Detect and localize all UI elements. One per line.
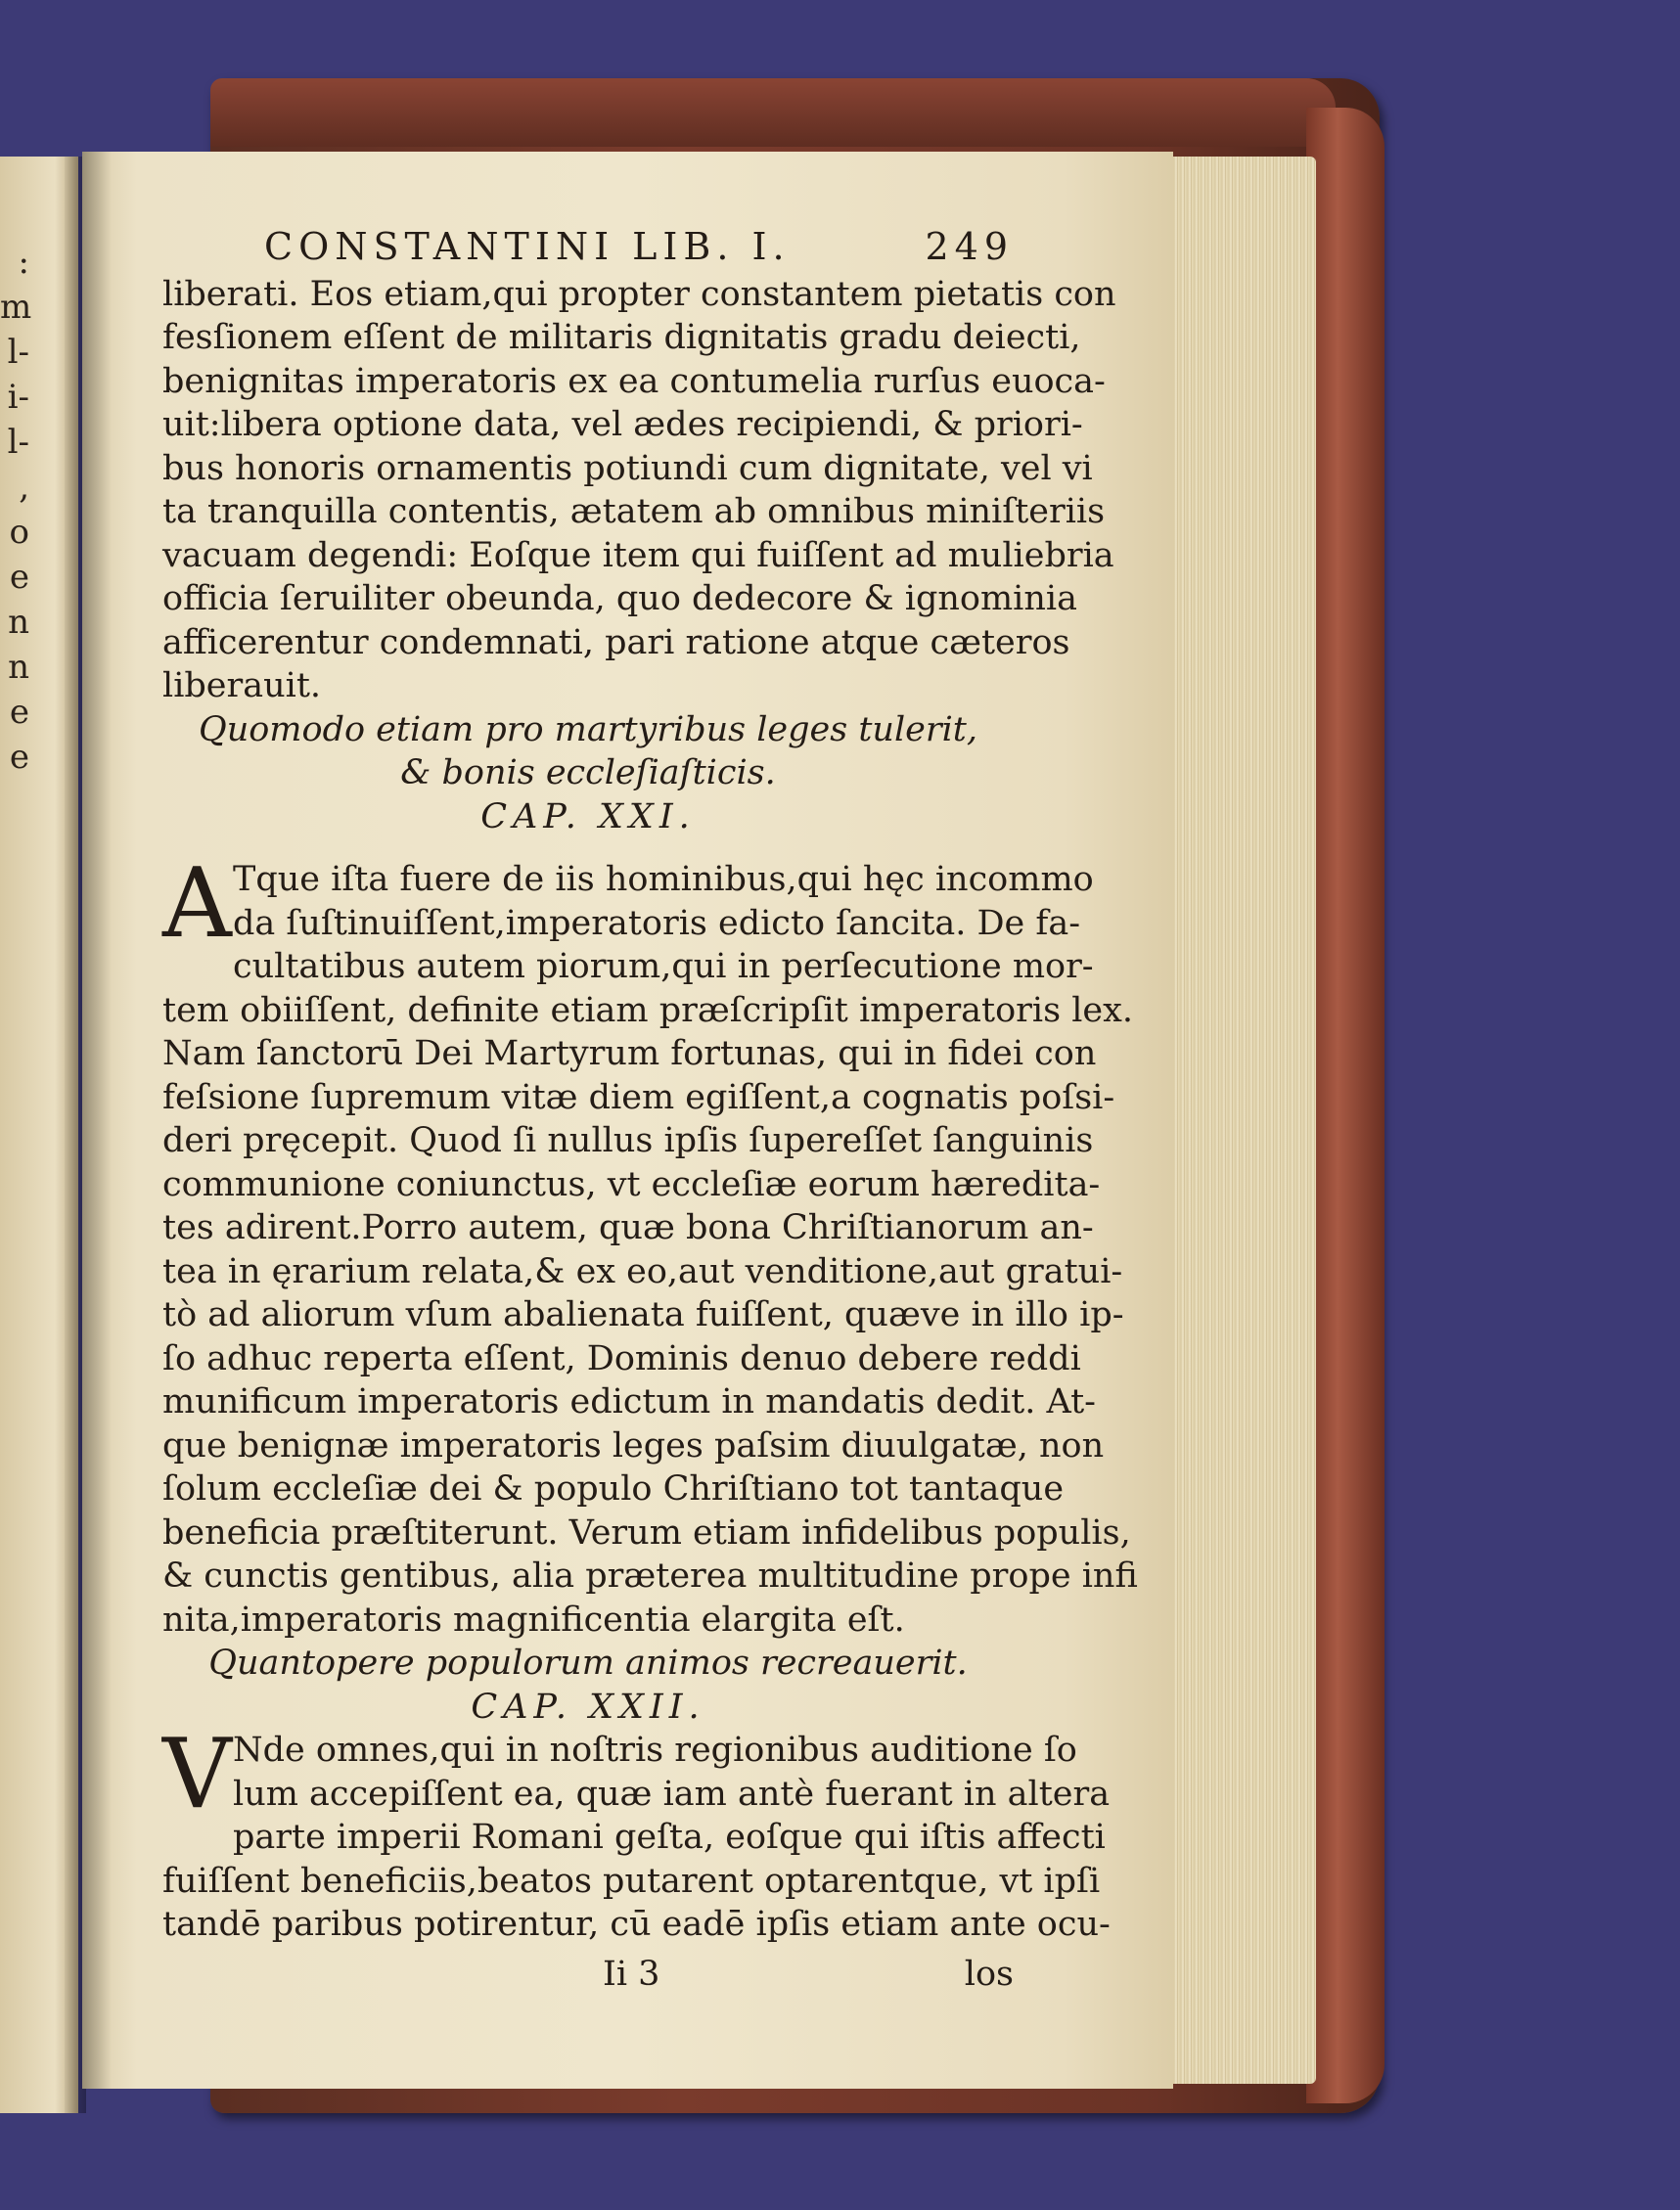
- left-page-fragments: : m l- i- l- , o e n n e e: [0, 243, 32, 777]
- text-line: parte imperii Romani geſta, eoſque qui iſtis affecti: [233, 1818, 1106, 1857]
- intro-paragraph: [162, 273, 1116, 708]
- text-line: tes adirent.Porro autem, quæ bona Chriſtianorum an-: [162, 1208, 1094, 1247]
- chapter-21-number: CAP. XXI.: [480, 796, 696, 836]
- signature-mark: Ii 3: [603, 1954, 660, 1994]
- text-line: munificum imperatoris edictum in mandatis dedit. At-: [162, 1382, 1097, 1421]
- page-edges: [1164, 157, 1316, 2084]
- dropcap: V: [162, 1719, 232, 1830]
- page-text: [162, 225, 1138, 1996]
- text-line: lum accepiſſent ea, quæ iam antè fuerant in altera: [233, 1774, 1111, 1814]
- text-line: liberauit.: [162, 666, 322, 705]
- text-line: Tque iſta fuere de iis hominibus,qui hęc incommo: [233, 860, 1094, 899]
- text-line: nita,imperatoris magnificentia elargita eſt.: [162, 1600, 905, 1640]
- text-line: beneficia præſtiterunt. Verum etiam infidelibus populis,: [162, 1512, 1131, 1553]
- text-line: que benignæ imperatoris leges paſsim diuulgatæ, non: [162, 1425, 1105, 1466]
- chapter-21-caption-cont: & bonis eccleſiaſticis.: [400, 753, 776, 792]
- text-line: afficerentur condemnati, pari ratione atque cæteros: [162, 622, 1070, 662]
- dropcap: A: [162, 848, 232, 960]
- text-line: bus honoris ornamentis potiundi cum dignitate, vel vi: [162, 448, 1093, 488]
- chapter-21-caption: Quomodo etiam pro martyribus leges tulerit,: [199, 709, 977, 749]
- text-line: & cunctis gentibus, alia præterea multitudine prope infi: [162, 1556, 1138, 1596]
- text-line: communione coniunctus, vt eccleſiæ eorum hæredita-: [162, 1164, 1101, 1204]
- text-line: ta tranquilla contentis, ætatem ab omnibus miniſteriis: [162, 492, 1106, 531]
- chapter-22-caption: Quantopere populorum animos recreauerit.: [208, 1644, 968, 1683]
- text-line: tem obiiſſent, definite etiam præſcripſit imperatoris lex.: [162, 990, 1133, 1030]
- running-header: [162, 225, 1014, 269]
- text-line: fesſionem eſſent de militaris dignitatis gradu deiecti,: [162, 318, 1081, 357]
- chapter-22-paragraph: [162, 1719, 1111, 1947]
- page-footer: [162, 1953, 1014, 1997]
- text-line: fuiſſent beneficiis,beatos putarent optarentque, vt ipſi: [162, 1861, 1101, 1901]
- gutter-shadow: [82, 152, 112, 2089]
- cover-fore-edge: [1306, 108, 1385, 2103]
- text-line: tea in ęrarium relata,& ex eo,aut venditione,aut gratui-: [162, 1251, 1123, 1291]
- text-line: benignitas imperatoris ex ea contumelia rurſus euoca-: [162, 361, 1106, 401]
- text-line: tandē paribus potirentur, cū eadē ipſis etiam ante ocu-: [162, 1905, 1111, 1944]
- text-line: tò ad aliorum vſum abalienata fuiſſent, quæve in illo ip-: [162, 1295, 1124, 1334]
- text-line: liberati. Eos etiam,qui propter constantem pietatis con: [162, 274, 1116, 314]
- page-number: 249: [925, 225, 1014, 268]
- cover-top-edge: [210, 78, 1336, 147]
- text-line: da ſuſtinuiſſent,imperatoris edicto ſancita. De fa-: [233, 903, 1081, 943]
- chapter-22-number: CAP. XXII.: [471, 1687, 705, 1727]
- text-line: feſsione ſupremum vitæ diem egiſſent,a cognatis poſsi-: [162, 1077, 1115, 1117]
- text-line: cultatibus autem piorum,qui in perſecutione mor-: [233, 947, 1094, 986]
- text-line: Nam ſanctorū Dei Martyrum fortunas, qui in fidei con: [162, 1034, 1097, 1073]
- text-line: ſo adhuc reperta eſſent, Dominis denuo debere reddi: [162, 1338, 1081, 1378]
- running-title: CONSTANTINI LIB. I.: [264, 225, 791, 268]
- chapter-21-paragraph: [162, 848, 1138, 1642]
- text-line: ſolum eccleſiæ dei & populo Chriſtiano tot tantaque: [162, 1469, 1065, 1509]
- text-line: officia ſeruiliter obeunda, quo dedecore & ignominia: [162, 579, 1077, 618]
- text-line: uit:libera optione data, vel ædes recipiendi, & priori-: [162, 405, 1083, 444]
- catchword: los: [964, 1954, 1014, 1994]
- text-line: deri pręcepit. Quod ſi nullus ipſis ſupereſſet ſanguinis: [162, 1121, 1094, 1160]
- text-line: vacuam degendi: Eoſque item qui fuiſſent ad muliebria: [162, 535, 1114, 575]
- text-line: Nde omnes,qui in noſtris regionibus auditione ſo: [233, 1731, 1077, 1770]
